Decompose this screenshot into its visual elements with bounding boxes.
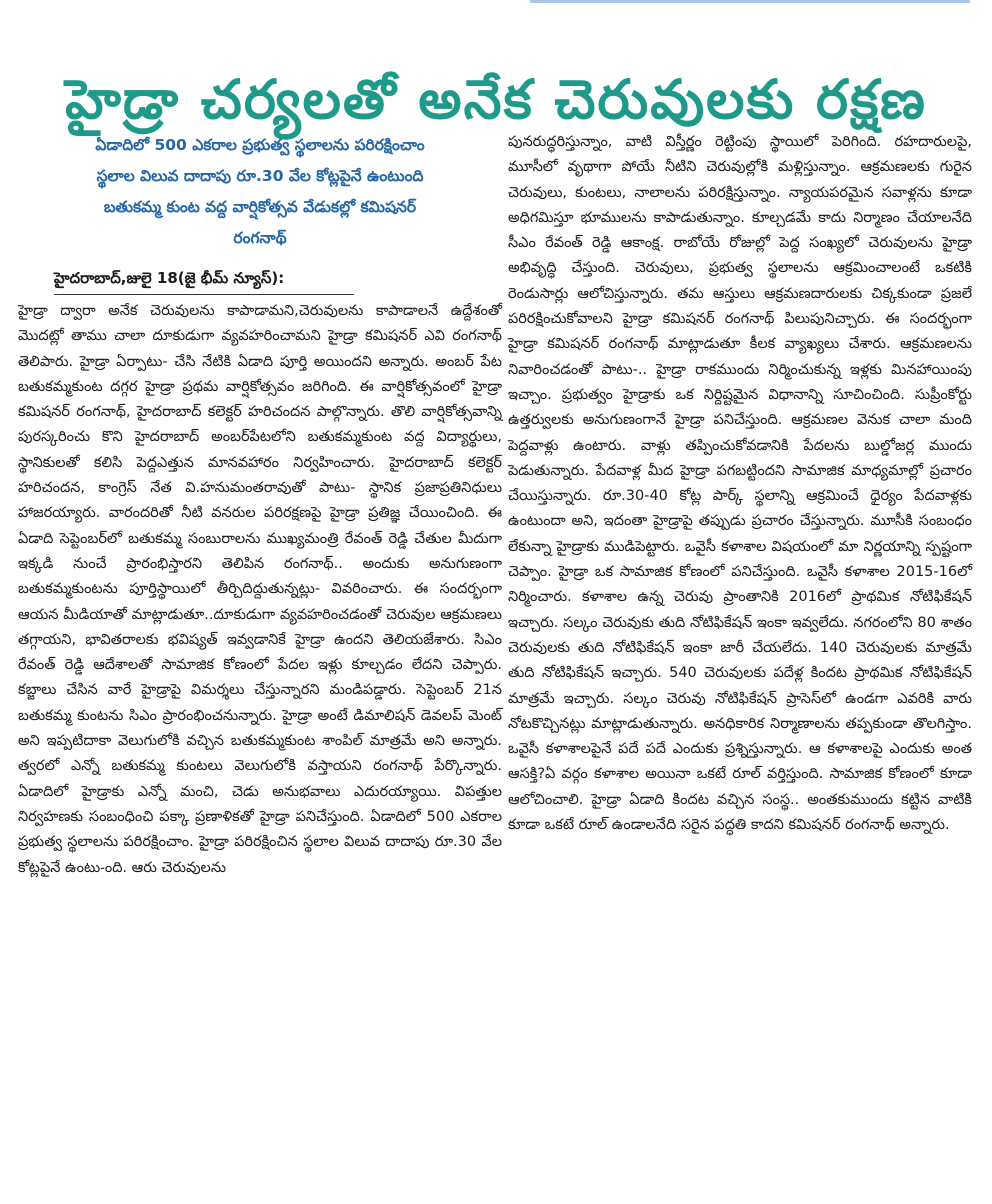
subhead-line: బతుకమ్మ కుంట వద్ద వార్షికోత్సవ వేడుకల్లో కమిషనర్ xyxy=(103,198,417,216)
top-rule xyxy=(530,0,970,3)
dateline: హైదరాబాద్,జులై 18(జై భీమ్ న్యూస్): xyxy=(54,264,354,295)
subhead-line: రంగనాథ్ xyxy=(233,229,287,247)
subheads xyxy=(18,130,502,254)
right-column xyxy=(508,130,972,838)
subhead-line: ఏడాదిలో 500 ఎకరాల ప్రభుత్వ స్థలాలను పరిరక్షించాం xyxy=(95,136,425,154)
left-column xyxy=(18,130,502,881)
body-text-right: పునరుద్ధరిస్తున్నాం, వాటి విస్తీర్ణం రెట్టింపు స్థాయిలో పెరిగింది. రహదారులపై, మూసీలో వృథాగా పోయే నీటిని చెరువుల్లోకి మళ్లిస్తున్నాం. ఆక్రమణలకు గురైన చెరువులు, కుంటలు, నాలాలను పరిరక్షిస్తున్నాం. న్యాయపరమైన సవాళ్లను కూడా అధిగమిస్తూ భూములను కాపాడుతున్నాం. కూల్చడమే కాదు నిర్మాణం చేయాలనేది సీఎం రేవంత్ రెడ్డి ఆకాంక్ష. రాబోయే రోజుల్లో పెద్ద సంఖ్యలో చెరువులను హైడ్రా అభివృద్ధి చేస్తుంది. చెరువులు, ప్రభుత్వ స్థలాలను ఆక్రమించాలంటే ఒకటికి రెండుసార్లు ఆలోచిస్తున్నారు. తమ ఆస్తులు ఆక్రమణదారులకు చిక్కకుండా ప్రజలే పరిరక్షించుకోవాలని హైడ్రా కమిషనర్ రంగనాథ్ పిలుపునిచ్చారు. ఈ సందర్భంగా హైడ్రా కమిషనర్ రంగనాథ్ మాట్లాడుతూ కీలక వ్యాఖ్యలు చేశారు. ఆక్రమణలను నివారించడంతో పాటు-.. హైడ్రా రాకముందు నిర్మించుకున్న ఇళ్లకు మినహాయింపు ఇచ్చాం. ప్రభుత్వం హైడ్రాకు ఒక నిర్దిష్టమైన విధానాన్ని సూచించింది. సుప్రీంకోర్టు ఉత్తర్వులకు అనుగుణంగానే హైడ్రా పనిచేస్తుంది. ఆక్రమణల వెనుక చాలా మంది పెద్దవాళ్లు ఉంటారు. వాళ్లు తప్పించుకోవడానికి పేదలను బుల్డోజర్ల ముందు పెడుతున్నారు. పేదవాళ్ల మీద హైడ్రా పగబట్టిందని సామాజిక మాధ్యమాల్లో ప్రచారం చేయిస్తున్నారు. రూ.30-40 కోట్ల పార్క్ స్థలాన్ని ఆక్రమించే ధైర్యం పేదవాళ్లకు ఉంటుందా అని, ఇదంతా హైడ్రాపై తప్పుడు ప్రచారం చేస్తున్నారు. మూసీకి సంబంధం లేకున్నా హైడ్రాకు ముడిపెట్టారు. ఒవైసీ కళాశాల విషయంలో మా నిర్ణయాన్ని స్పష్టంగా చెప్పాం. హైడ్రా ఒక సామాజిక కోణంలో పనిచేస్తుంది. ఒవైసీ కళాశాల 2015-16లో నిర్మించారు. కళాశాల ఉన్న చెరువు ప్రాంతానికి 2016లో ప్రాథమిక నోటిఫికేషన్ ఇచ్చారు. సల్కం చెరువుకు తుది నోటిఫికేషన్ ఇంకా ఇవ్వలేదు. నగరంలోని 80 శాతం చెరువులకు తుది నోటిఫికేషన్ ఇంకా జారీ చేయలేదు. 140 చెరువులకు మాత్రమే తుది నోటిఫికేషన్ ఇచ్చారు. 540 చెరువులకు పదేళ్ల కిందట ప్రాథమిక నోటిఫికేషన్ మాత్రమే ఇచ్చారు. సల్కం చెరువు నోటిఫికేషన్ ప్రాసెస్‌లో ఉండగా ఎవరికి వారు నోటకొచ్చినట్లు మాట్లాడుతున్నారు. అనధికారిక నిర్మాణాలను తప్పకుండా తొలగిస్తాం. ఒవైసీ కళాశాలపైనే పదే పదే ఎందుకు ప్రశ్నిస్తున్నారు. ఆ కళాశాలపై ఎందుకు అంత ఆసక్తి?ఏ వర్గం కళాశాల అయినా ఒకటే రూల్ వర్తిస్తుంది. సామాజిక కోణంలో కూడా ఆలోచించాలి. హైడ్రా ఏడాది కిందట వచ్చిన సంస్థ.. అంతకుముందు కట్టిన వాటికి కూడా ఒకటే రూల్ ఉండాలనేది సరైన పద్ధతి కాదని కమిషనర్ రంగనాథ్ అన్నారు. xyxy=(508,134,972,834)
subhead-line: స్థలాల విలువ దాదాపు రూ.30 వేల కోట్లపైనే ఉంటుంది xyxy=(96,167,424,185)
body-text-left: హైడ్రా ద్వారా అనేక చెరువులను కాపాడామని,చెరువులను కాపాడాలనే ఉద్దేశంతో మొదట్లో తాము చాలా దూకుడుగా వ్యవహరించామని హైడ్రా కమిషనర్ ఎవి రంగనాథ్ తెలిపారు. హైడ్రా ఏర్పాటు- చేసి నేటికి ఏడాది పూర్తి అయిందని అన్నారు. అంబర్ పేట బతుకమ్మకుంట దగ్గర హైడ్రా ప్రథమ వార్షికోత్సవం జరిగింది. ఈ వార్షికోత్సవంలో హైడ్రా కమిషనర్ రంగనాథ్, హైదరాబాద్ కలెక్టర్ హరిచందన పాల్గొన్నారు. తొలి వార్షికోత్సవాన్ని పురస్కరించు కొని హైదరాబాద్ అంబర్‌పేటలోని బతుకమ్మకుంట వద్ద విద్యార్థులు, స్థానికులతో కలిసి పెద్దఎత్తున మానవహారం నిర్వహించారు. హైదరాబాద్ కలెక్టర్ హరిచందన, కాంగ్రెస్ నేత వి.హనుమంతరావుతో పాటు- స్థానిక ప్రజాప్రతినిధులు హాజరయ్యారు. వారందరితో నీటి వనరుల పరిరక్షణపై హైడ్రా ప్రతిజ్ఞ చేయించింది. ఈ ఏడాది సెప్టెంబర్‌లో బతుకమ్మ సంబురాలను ముఖ్యమంత్రి రేవంత్ రెడ్డి చేతుల మీదుగా ఇక్కడి నుంచే ప్రారంభిస్తారని తెలిపిన రంగనాథ్.. అందుకు అనుగుణంగా బతుకమ్మకుంటను పూర్తిస్థాయిలో తీర్చిదిద్దుతున్నట్లు- వివరించారు. ఈ సందర్భంగా ఆయన మీడియాతో మాట్లాడుతూ..దూకుడుగా వ్యవహరించడంతో చెరువుల ఆక్రమణలు తగ్గాయని, భావితరాలకు భవిష్యత్ ఇవ్వడానికే హైడ్రా ఉందని తెలియజేశారు. సిఎం రేవంత్ రెడ్డి ఆదేశాలతో సామాజిక కోణంలో పేదల ఇళ్లు కూల్చడం లేదని చెప్పారు. కబ్జాలు చేసిన వారే హైడ్రాపై విమర్శలు చేస్తున్నారని మండిపడ్డారు. సెప్టెంబర్ 21న బతుకమ్మ కుంటను సిఎం ప్రారంభించనున్నారు. హైడ్రా అంటే డిమాలిషన్ డెవలప్ మెంట్ అని ఇప్పటిదాకా వెలుగులోకి వచ్చిన బతుకమ్మకుంట శాంపిల్ మాత్రమే అని అన్నారు. త్వరలో ఎన్నో బతుకమ్మ కుంటలు వెలుగులోకి వస్తాయని రంగనాథ్ పేర్కొన్నారు. ఏడాదిలో హైడ్రాకు ఎన్నో మంచి, చెడు అనుభవాలు ఎదురయ్యాయి. విపత్తుల నిర్వహణకు సంబంధించి పక్కా ప్రణాళికతో హైడ్రా పనిచేస్తుంది. ఏడాదిలో 500 ఎకరాల ప్రభుత్వ స్థలాలను పరిరక్షించాం. హైడ్రా పరిరక్షించిన స్థలాల విలువ దాదాపు రూ.30 వేల కోట్లపైనే ఉంటు-ంది. ఆరు చెరువులను xyxy=(18,303,502,876)
headline: హైడ్రా చర్యలతో అనేక చెరువులకు రక్షణ xyxy=(65,68,927,132)
